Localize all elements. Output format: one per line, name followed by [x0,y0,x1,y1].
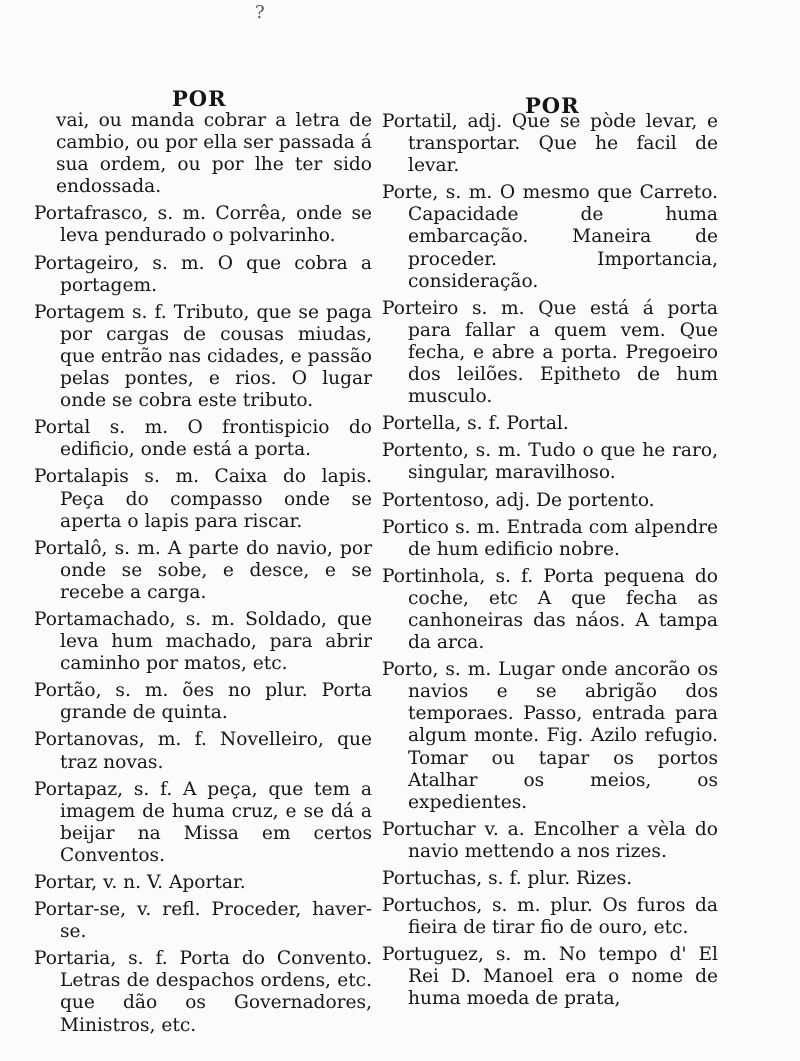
entry-porteiro: Porteiro s. m. Que está á porta para fallar a quem vem. Que fecha, e abre a porta. Pregoeiro dos leilões. Epitheto de hum musculo. [382,297,718,408]
entry-portar-se: Portar-se, v. refl. Proceder, haver-se. [34,899,372,943]
running-header-right: POR [525,93,580,118]
entry-portal: Portal s. m. O frontispicio do edificio, onde está a porta. [34,417,372,461]
entry-portento: Portento, s. m. Tudo o que he raro, singular, maravilhoso. [382,440,718,484]
entry-portuguez: Portuguez, s. m. No tempo d' El Rei D. Manoel era o nome de huma moeda de prata, [382,944,718,1010]
entry-portanovas: Portanovas, m. f. Novelleiro, que traz novas. [34,729,372,773]
entry-portentoso: Portentoso, adj. De portento. [382,489,655,511]
entry-portalapis: Portalapis s. m. Caixa do lapis. Peça do compasso onde se aperta o lapis para riscar. [34,466,372,532]
top-margin-mark: ? [255,2,265,23]
entry-portalo: Portalô, s. m. A parte do navio, por onde se sobe, e desce, e se recebe a carga. [34,537,372,603]
entry-porto: Porto, s. m. Lugar onde ancorão os navios e se abrigão dos temporaes. Passo, entrada para algum monte. Fig. Azilo refugio. Tomar ou tapar os portos Atalhar os meios, os expedientes. [382,659,718,813]
entry-portafrasco: Portafrasco, s. m. Corrêa, onde se leva pendurado o polvarinho. [34,203,372,247]
entry-continuation: vai, ou manda cobrar a letra de cambio, ou por ella ser passada á sua ordem, ou por lhe ter sido endossada. [56,110,372,198]
entry-portuchas: Portuchas, s. f. plur. Rizes. [382,868,633,889]
entry-portar: Portar, v. n. V. Aportar. [34,872,246,893]
entry-portuchos: Portuchos, s. m. plur. Os furos da fieira de tirar fio de ouro, etc. [382,895,718,939]
entry-portatil: Portatil, adj. Que se pòde levar, e transportar. Que he facil de levar. [382,111,718,177]
right-column [382,111,718,1016]
entry-portao: Portão, s. m. ões no plur. Porta grande de quinta. [34,680,372,724]
entry-portapaz: Portapaz, s. f. A peça, que tem a imagem de huma cruz, e se dá a beijar na Missa em certos Conventos. [34,778,372,866]
left-column [34,110,372,1042]
entry-portagem: Portagem s. f. Tributo, que se paga por cargas de cousas miudas, que entrão nas cidades, e passão pelas pontes, e rios. O lugar onde se cobra este tributo. [34,301,372,412]
entry-porte: Porte, s. m. O mesmo que Carreto. Capacidade de huma embarcação. Maneira de proceder. Importancia, consideração. [382,182,718,292]
entry-portico: Portico s. m. Entrada com alpendre de hum edificio nobre. [382,516,718,560]
entry-portamachado: Portamachado, s. m. Soldado, que leva hum machado, para abrir caminho por matos, etc. [34,608,372,675]
entry-portageiro: Portageiro, s. m. O que cobra a portagem. [34,252,372,296]
entry-portella: Portella, s. f. Portal. [382,413,569,435]
entry-portuchar: Portuchar v. a. Encolher a vèla do navio mettendo a nos rizes. [382,818,718,862]
entry-portinhola: Portinhola, s. f. Porta pequena do coche, etc A que fecha as canhoneiras das náos. A tampa da arca. [382,565,718,654]
entry-portaria: Portaria, s. f. Porta do Convento. Letras de despachos ordens, etc. que dão os Governadores, Ministros, etc. [34,948,372,1036]
running-header-left: POR [172,86,227,111]
